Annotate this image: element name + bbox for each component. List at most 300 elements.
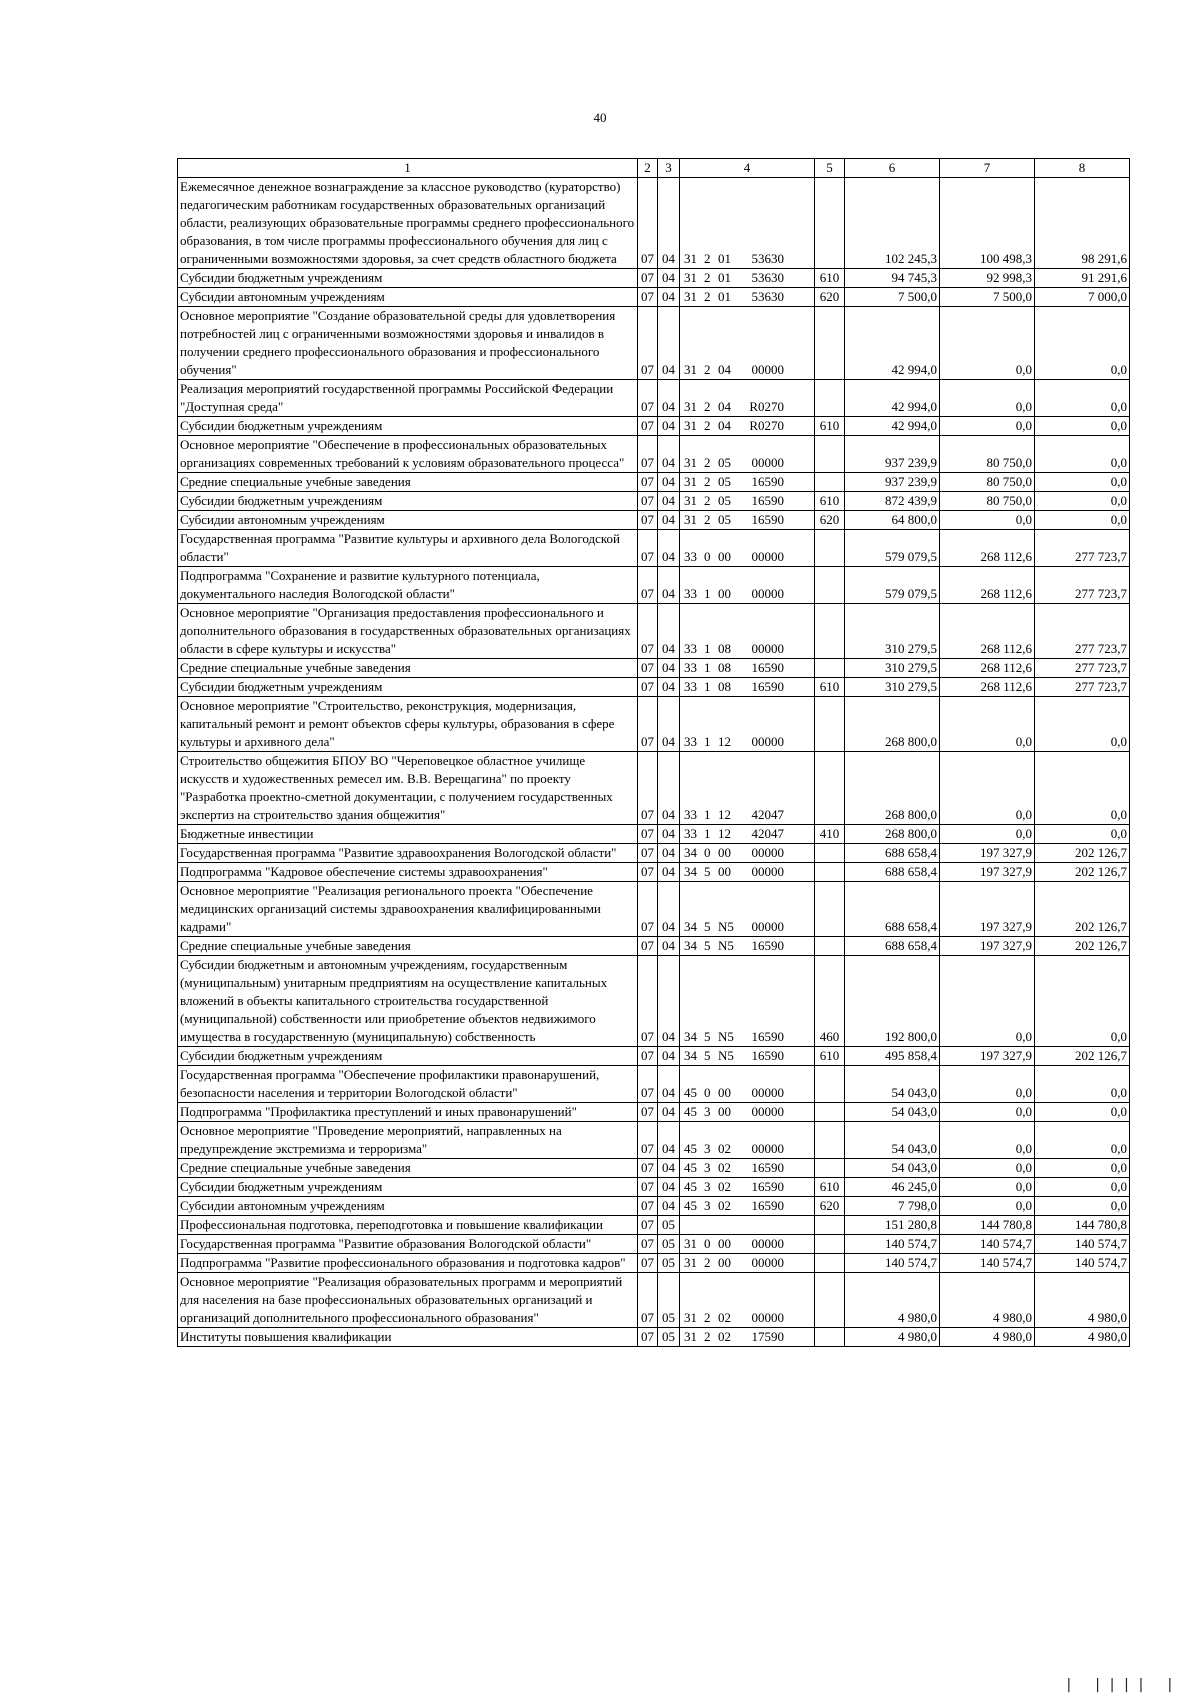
amount-col-8: 202 126,7 (1035, 863, 1130, 882)
expense-type-code (815, 473, 845, 492)
direction-code: 42047 (751, 826, 784, 841)
section-code: 07 (638, 1273, 658, 1328)
direction-code: 00000 (751, 1236, 784, 1251)
header-cell: 7 (940, 159, 1035, 178)
expense-type-code (815, 1328, 845, 1347)
amount-col-8: 0,0 (1035, 697, 1130, 752)
amount-col-6: 46 245,0 (845, 1178, 940, 1197)
section-code: 07 (638, 473, 658, 492)
subsection-code: 05 (658, 1235, 680, 1254)
row-name: Государственная программа "Развитие образования Вологодской области" (178, 1235, 638, 1254)
amount-col-6: 7 500,0 (845, 288, 940, 307)
target-article-code (680, 1197, 815, 1216)
expense-type-code (815, 844, 845, 863)
target-article-code (680, 1047, 815, 1066)
table-row (178, 1273, 1130, 1328)
target-article-code (680, 1066, 815, 1103)
subprogram-code: 2 (704, 418, 711, 433)
subsection-code: 04 (658, 1066, 680, 1103)
expense-type-code: 460 (815, 956, 845, 1047)
amount-col-7: 268 112,6 (940, 659, 1035, 678)
amount-col-6: 688 658,4 (845, 937, 940, 956)
subprogram-code: 2 (704, 493, 711, 508)
section-code: 07 (638, 530, 658, 567)
target-article-code (680, 530, 815, 567)
subsection-code: 04 (658, 530, 680, 567)
section-code: 07 (638, 1216, 658, 1235)
section-code: 07 (638, 825, 658, 844)
activity-code: 08 (718, 679, 731, 694)
expense-type-code (815, 380, 845, 417)
row-name: Субсидии бюджетным учреждениям (178, 492, 638, 511)
target-article-code (680, 380, 815, 417)
amount-col-7: 197 327,9 (940, 882, 1035, 937)
subprogram-code: 2 (704, 1310, 711, 1325)
row-name: Средние специальные учебные заведения (178, 937, 638, 956)
amount-col-7: 100 498,3 (940, 178, 1035, 269)
program-code: 33 (684, 807, 697, 822)
table-row (178, 288, 1130, 307)
subsection-code: 04 (658, 825, 680, 844)
program-code: 31 (684, 512, 697, 527)
subsection-code: 04 (658, 567, 680, 604)
amount-col-8: 202 126,7 (1035, 937, 1130, 956)
row-name: Основное мероприятие "Обеспечение в профессиональных образовательных организациях современных требований к условиям образовательного процесса" (178, 436, 638, 473)
activity-code: 00 (718, 845, 731, 860)
program-code: 31 (684, 362, 697, 377)
amount-col-6: 140 574,7 (845, 1254, 940, 1273)
row-name: Субсидии автономным учреждениям (178, 1197, 638, 1216)
subprogram-code: 3 (704, 1179, 711, 1194)
target-article-code (680, 1103, 815, 1122)
target-article-code (680, 1216, 815, 1235)
activity-code: 01 (718, 270, 731, 285)
subprogram-code: 2 (704, 270, 711, 285)
subsection-code: 04 (658, 417, 680, 436)
table-row (178, 956, 1130, 1047)
amount-col-8: 0,0 (1035, 436, 1130, 473)
amount-col-7: 197 327,9 (940, 844, 1035, 863)
section-code: 07 (638, 380, 658, 417)
amount-col-8: 4 980,0 (1035, 1273, 1130, 1328)
program-code: 45 (684, 1085, 697, 1100)
row-name: Основное мероприятие "Реализация регионального проекта "Обеспечение медицинских организаций системы здравоохранения квалифицированными кадрами" (178, 882, 638, 937)
activity-code: 00 (718, 549, 731, 564)
amount-col-7: 0,0 (940, 697, 1035, 752)
program-code: 33 (684, 826, 697, 841)
activity-code: 04 (718, 399, 731, 414)
amount-col-8: 0,0 (1035, 492, 1130, 511)
direction-code: 00000 (751, 1085, 784, 1100)
subsection-code: 04 (658, 436, 680, 473)
row-name: Основное мероприятие "Проведение мероприятий, направленных на предупреждение экстремизма и терроризма" (178, 1122, 638, 1159)
subsection-code: 04 (658, 178, 680, 269)
activity-code: 08 (718, 641, 731, 656)
subsection-code: 04 (658, 956, 680, 1047)
direction-code: 16590 (751, 660, 784, 675)
program-code: 31 (684, 1255, 697, 1270)
activity-code: 04 (718, 418, 731, 433)
section-code: 07 (638, 417, 658, 436)
direction-code: 00000 (751, 455, 784, 470)
amount-col-8: 277 723,7 (1035, 678, 1130, 697)
section-code: 07 (638, 1122, 658, 1159)
activity-code: 01 (718, 251, 731, 266)
header-cell: 2 (638, 159, 658, 178)
subsection-code: 04 (658, 1178, 680, 1197)
activity-code: 02 (718, 1160, 731, 1175)
header-cell: 5 (815, 159, 845, 178)
section-code: 07 (638, 659, 658, 678)
amount-col-8: 0,0 (1035, 307, 1130, 380)
direction-code: 42047 (751, 807, 784, 822)
expense-type-code (815, 1103, 845, 1122)
header-cell: 8 (1035, 159, 1130, 178)
amount-col-7: 144 780,8 (940, 1216, 1035, 1235)
expense-type-code (815, 882, 845, 937)
subprogram-code: 1 (704, 641, 711, 656)
subsection-code: 04 (658, 288, 680, 307)
activity-code: 00 (718, 1255, 731, 1270)
activity-code: 05 (718, 493, 731, 508)
activity-code: N5 (718, 919, 734, 934)
activity-code: 00 (718, 1236, 731, 1251)
program-code: 31 (684, 455, 697, 470)
subprogram-code: 1 (704, 660, 711, 675)
row-name: Субсидии автономным учреждениям (178, 511, 638, 530)
subsection-code: 04 (658, 511, 680, 530)
table-row (178, 1328, 1130, 1347)
expense-type-code: 410 (815, 825, 845, 844)
table-row (178, 1216, 1130, 1235)
subprogram-code: 1 (704, 807, 711, 822)
expense-type-code (815, 307, 845, 380)
direction-code: R0270 (749, 418, 784, 433)
amount-col-6: 310 279,5 (845, 659, 940, 678)
subprogram-code: 2 (704, 474, 711, 489)
header-cell: 4 (680, 159, 815, 178)
target-article-code (680, 288, 815, 307)
subprogram-code: 0 (704, 1236, 711, 1251)
section-code: 07 (638, 956, 658, 1047)
target-article-code (680, 844, 815, 863)
subprogram-code: 2 (704, 1255, 711, 1270)
target-article-code (680, 1159, 815, 1178)
expense-type-code (815, 604, 845, 659)
subsection-code: 04 (658, 1103, 680, 1122)
section-code: 07 (638, 1235, 658, 1254)
subprogram-code: 5 (704, 1029, 711, 1044)
subprogram-code: 2 (704, 455, 711, 470)
amount-col-7: 0,0 (940, 956, 1035, 1047)
expense-type-code (815, 1066, 845, 1103)
amount-col-7: 80 750,0 (940, 436, 1035, 473)
subprogram-code: 2 (704, 512, 711, 527)
amount-col-7: 0,0 (940, 380, 1035, 417)
amount-col-6: 268 800,0 (845, 697, 940, 752)
row-name: Средние специальные учебные заведения (178, 659, 638, 678)
amount-col-7: 0,0 (940, 752, 1035, 825)
amount-col-6: 54 043,0 (845, 1103, 940, 1122)
table-row (178, 380, 1130, 417)
program-code: 34 (684, 845, 697, 860)
expense-type-code (815, 659, 845, 678)
direction-code: 16590 (751, 493, 784, 508)
amount-col-6: 192 800,0 (845, 956, 940, 1047)
subsection-code: 04 (658, 492, 680, 511)
amount-col-8: 0,0 (1035, 1103, 1130, 1122)
section-code: 07 (638, 511, 658, 530)
program-code: 31 (684, 493, 697, 508)
amount-col-6: 310 279,5 (845, 604, 940, 659)
section-code: 07 (638, 567, 658, 604)
direction-code: 00000 (751, 864, 784, 879)
amount-col-7: 92 998,3 (940, 269, 1035, 288)
subprogram-code: 2 (704, 1329, 711, 1344)
row-name: Реализация мероприятий государственной программы Российской Федерации "Доступная среда" (178, 380, 638, 417)
table-row (178, 1197, 1130, 1216)
direction-code: R0270 (749, 399, 784, 414)
table-row (178, 1254, 1130, 1273)
activity-code: 02 (718, 1198, 731, 1213)
direction-code: 53630 (751, 270, 784, 285)
row-name: Основное мероприятие "Организация предоставления профессионального и дополнительного образования в государственных образовательных организациях области в сфере культуры и искусства" (178, 604, 638, 659)
expense-type-code (815, 178, 845, 269)
amount-col-6: 579 079,5 (845, 567, 940, 604)
expense-type-code: 610 (815, 417, 845, 436)
subsection-code: 04 (658, 1122, 680, 1159)
row-name: Субсидии бюджетным учреждениям (178, 269, 638, 288)
direction-code: 00000 (751, 919, 784, 934)
amount-col-6: 102 245,3 (845, 178, 940, 269)
amount-col-6: 688 658,4 (845, 844, 940, 863)
activity-code: 00 (718, 1085, 731, 1100)
amount-col-7: 268 112,6 (940, 567, 1035, 604)
target-article-code (680, 956, 815, 1047)
amount-col-7: 80 750,0 (940, 473, 1035, 492)
subprogram-code: 5 (704, 919, 711, 934)
row-name: Профессиональная подготовка, переподготовка и повышение квалификации (178, 1216, 638, 1235)
subprogram-code: 1 (704, 586, 711, 601)
subsection-code: 04 (658, 678, 680, 697)
target-article-code (680, 178, 815, 269)
target-article-code (680, 882, 815, 937)
amount-col-6: 42 994,0 (845, 417, 940, 436)
section-code: 07 (638, 178, 658, 269)
target-article-code (680, 307, 815, 380)
subsection-code: 05 (658, 1254, 680, 1273)
amount-col-7: 80 750,0 (940, 492, 1035, 511)
amount-col-8: 0,0 (1035, 956, 1130, 1047)
direction-code: 16590 (751, 474, 784, 489)
row-name: Институты повышения квалификации (178, 1328, 638, 1347)
program-code: 33 (684, 660, 697, 675)
amount-col-6: 688 658,4 (845, 863, 940, 882)
subprogram-code: 2 (704, 289, 711, 304)
target-article-code (680, 659, 815, 678)
row-name: Подпрограмма "Сохранение и развитие культурного потенциала, документального наследия Вологодской области" (178, 567, 638, 604)
target-article-code (680, 269, 815, 288)
subprogram-code: 2 (704, 399, 711, 414)
subprogram-code: 5 (704, 1048, 711, 1063)
subprogram-code: 5 (704, 864, 711, 879)
target-article-code (680, 567, 815, 604)
amount-col-6: 42 994,0 (845, 380, 940, 417)
direction-code: 00000 (751, 586, 784, 601)
subprogram-code: 3 (704, 1160, 711, 1175)
table-row (178, 473, 1130, 492)
amount-col-8: 0,0 (1035, 1178, 1130, 1197)
target-article-code (680, 492, 815, 511)
row-name: Субсидии бюджетным и автономным учреждениям, государственным (муниципальным) унитарным предприятиям на осуществление капитальных вложений в объекты капитального строительства государственной (муниципальной) собственности или приобретение объектов недвижимого имущества в государственную (муниципальную) собственность (178, 956, 638, 1047)
amount-col-8: 4 980,0 (1035, 1328, 1130, 1347)
direction-code: 53630 (751, 289, 784, 304)
program-code: 31 (684, 251, 697, 266)
target-article-code (680, 417, 815, 436)
amount-col-7: 0,0 (940, 417, 1035, 436)
direction-code: 17590 (751, 1329, 784, 1344)
subsection-code: 04 (658, 697, 680, 752)
scan-artifact: | |||| | (1064, 1677, 1180, 1693)
target-article-code (680, 1254, 815, 1273)
program-code: 45 (684, 1160, 697, 1175)
subsection-code: 04 (658, 1159, 680, 1178)
section-code: 07 (638, 1197, 658, 1216)
target-article-code (680, 1178, 815, 1197)
table-row (178, 492, 1130, 511)
target-article-code (680, 1273, 815, 1328)
activity-code: N5 (718, 1029, 734, 1044)
subsection-code: 04 (658, 937, 680, 956)
program-code: 31 (684, 1310, 697, 1325)
direction-code: 16590 (751, 679, 784, 694)
target-article-code (680, 511, 815, 530)
row-name: Субсидии бюджетным учреждениям (178, 1047, 638, 1066)
table-row (178, 1178, 1130, 1197)
table-body (178, 178, 1130, 1347)
direction-code: 16590 (751, 1160, 784, 1175)
row-name: Средние специальные учебные заведения (178, 1159, 638, 1178)
direction-code: 00000 (751, 1141, 784, 1156)
subsection-code: 05 (658, 1328, 680, 1347)
subsection-code: 04 (658, 882, 680, 937)
row-name: Государственная программа "Развитие культуры и архивного дела Вологодской области" (178, 530, 638, 567)
table-row (178, 307, 1130, 380)
table-row (178, 678, 1130, 697)
subprogram-code: 2 (704, 362, 711, 377)
program-code: 34 (684, 864, 697, 879)
table-row (178, 863, 1130, 882)
row-name: Государственная программа "Развитие здравоохранения Вологодской области" (178, 844, 638, 863)
program-code: 34 (684, 919, 697, 934)
activity-code: 02 (718, 1329, 731, 1344)
activity-code: 05 (718, 512, 731, 527)
expense-type-code (815, 752, 845, 825)
program-code: 34 (684, 938, 697, 953)
program-code: 33 (684, 549, 697, 564)
program-code: 31 (684, 270, 697, 285)
table-row (178, 1103, 1130, 1122)
program-code: 31 (684, 418, 697, 433)
target-article-code (680, 1235, 815, 1254)
activity-code: 05 (718, 455, 731, 470)
expense-type-code (815, 436, 845, 473)
amount-col-7: 0,0 (940, 1197, 1035, 1216)
amount-col-7: 268 112,6 (940, 604, 1035, 659)
expense-type-code: 610 (815, 492, 845, 511)
subsection-code: 04 (658, 1197, 680, 1216)
subsection-code: 04 (658, 269, 680, 288)
amount-col-8: 0,0 (1035, 1159, 1130, 1178)
direction-code: 00000 (751, 641, 784, 656)
subprogram-code: 1 (704, 734, 711, 749)
section-code: 07 (638, 678, 658, 697)
amount-col-7: 0,0 (940, 1159, 1035, 1178)
direction-code: 00000 (751, 1255, 784, 1270)
expense-type-code: 620 (815, 288, 845, 307)
expense-type-code (815, 1254, 845, 1273)
section-code: 07 (638, 752, 658, 825)
section-code: 07 (638, 269, 658, 288)
table-row (178, 1159, 1130, 1178)
expense-type-code: 620 (815, 1197, 845, 1216)
amount-col-7: 0,0 (940, 1103, 1035, 1122)
direction-code: 00000 (751, 734, 784, 749)
amount-col-6: 4 980,0 (845, 1328, 940, 1347)
activity-code: 00 (718, 586, 731, 601)
direction-code: 00000 (751, 362, 784, 377)
target-article-code (680, 752, 815, 825)
row-name: Подпрограмма "Кадровое обеспечение системы здравоохранения" (178, 863, 638, 882)
activity-code: 12 (718, 826, 731, 841)
amount-col-7: 4 980,0 (940, 1273, 1035, 1328)
direction-code: 00000 (751, 845, 784, 860)
amount-col-8: 277 723,7 (1035, 659, 1130, 678)
row-name: Субсидии автономным учреждениям (178, 288, 638, 307)
amount-col-7: 0,0 (940, 1066, 1035, 1103)
amount-col-6: 688 658,4 (845, 882, 940, 937)
direction-code: 16590 (751, 938, 784, 953)
expense-type-code (815, 567, 845, 604)
amount-col-8: 0,0 (1035, 1122, 1130, 1159)
amount-col-8: 0,0 (1035, 417, 1130, 436)
row-name: Бюджетные инвестиции (178, 825, 638, 844)
direction-code: 16590 (751, 1048, 784, 1063)
activity-code: 12 (718, 734, 731, 749)
subsection-code: 04 (658, 752, 680, 825)
program-code: 45 (684, 1179, 697, 1194)
amount-col-7: 4 980,0 (940, 1328, 1035, 1347)
amount-col-8: 277 723,7 (1035, 567, 1130, 604)
section-code: 07 (638, 882, 658, 937)
expense-type-code (815, 697, 845, 752)
program-code: 45 (684, 1141, 697, 1156)
amount-col-6: 872 439,9 (845, 492, 940, 511)
section-code: 07 (638, 436, 658, 473)
subsection-code: 04 (658, 844, 680, 863)
subsection-code: 04 (658, 380, 680, 417)
expense-type-code (815, 1235, 845, 1254)
amount-col-8: 277 723,7 (1035, 530, 1130, 567)
amount-col-6: 64 800,0 (845, 511, 940, 530)
direction-code: 16590 (751, 1179, 784, 1194)
row-name: Подпрограмма "Развитие профессионального образования и подготовка кадров" (178, 1254, 638, 1273)
direction-code: 53630 (751, 251, 784, 266)
amount-col-6: 495 858,4 (845, 1047, 940, 1066)
target-article-code (680, 1122, 815, 1159)
target-article-code (680, 697, 815, 752)
section-code: 07 (638, 697, 658, 752)
